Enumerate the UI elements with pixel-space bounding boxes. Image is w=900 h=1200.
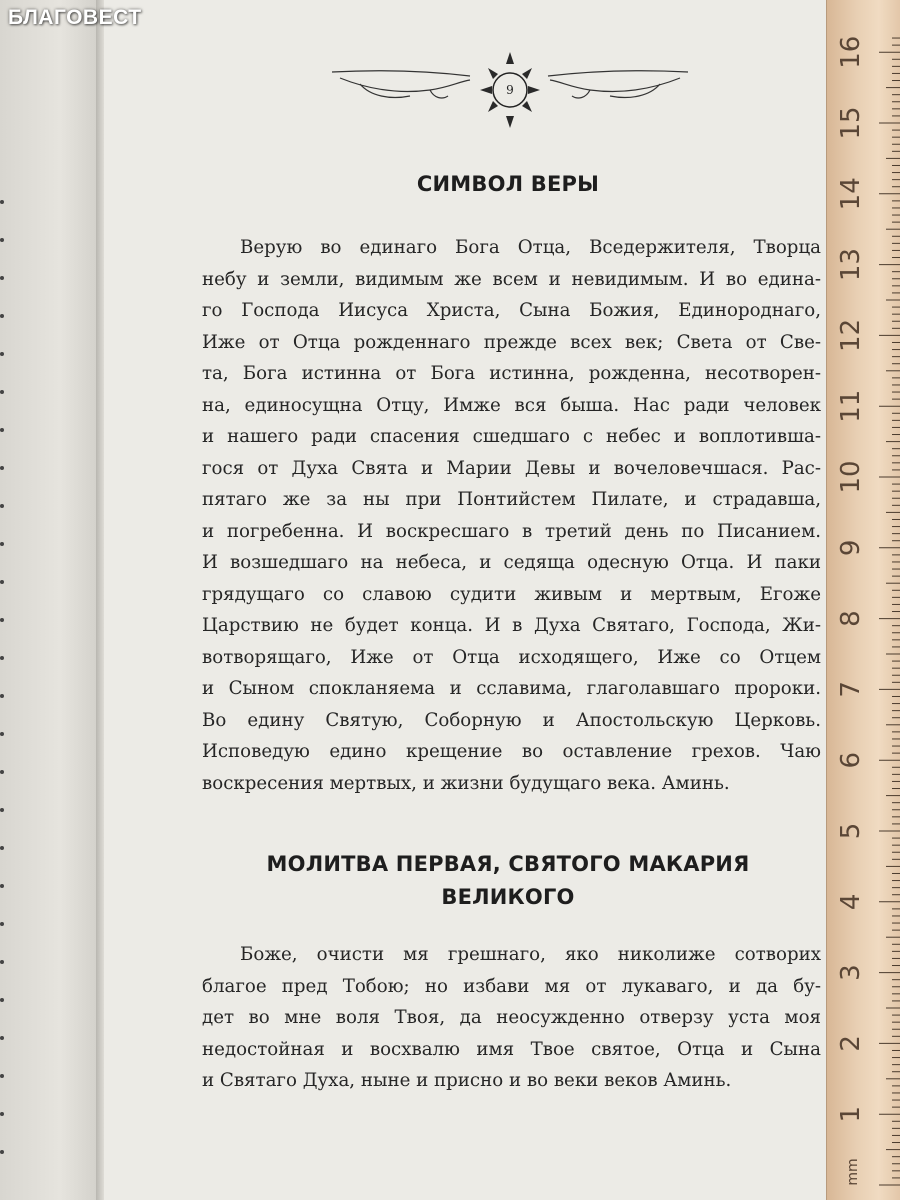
facing-page <box>0 0 100 1200</box>
ruler-number: 10 <box>836 460 866 494</box>
text-line: недостойная и восхвалю имя Твое святое, Отца и Сына <box>202 1038 821 1060</box>
text-line: на, единосущна Отцу, Имже вся быша. Нас ради человек <box>202 394 821 416</box>
text-line: Иже от Отца рожденнаго прежде всех век; Света от Све- <box>202 331 821 353</box>
creed-text <box>202 232 821 799</box>
store-watermark: БЛАГОВЕСТ <box>8 6 142 29</box>
ruler-number: 6 <box>836 751 866 769</box>
text-line: небу и земли, видимым же всем и невидимым. И во едина- <box>202 268 821 290</box>
ruler-number: 9 <box>836 539 866 557</box>
text-line: благое пред Тобою; но избави мя от лукаваго, и да бу- <box>202 975 821 997</box>
text-line: Царствию не будет конца. И в Духа Святаго, Господа, Жи- <box>202 615 821 636</box>
section-title-prayer <box>220 848 796 914</box>
text-line: И возшедшаго на небеса, и седяща одесную Отца. И паки <box>202 552 821 573</box>
text-line: Верую во единаго Бога Отца, Вседержителя, Творца <box>240 237 821 258</box>
ruler-number: 14 <box>836 177 866 211</box>
ruler-number: 15 <box>836 106 866 140</box>
ruler-number: 16 <box>836 35 866 69</box>
measuring-ruler <box>826 0 900 1200</box>
text-line: вотворящаго, Иже от Отца исходящего, Иже со Отцем <box>202 646 821 668</box>
ruler-number: 4 <box>836 893 866 911</box>
section-title-line: МОЛИТВА ПЕРВАЯ, СВЯТОГО МАКАРИЯ <box>266 852 750 876</box>
page-number: 9 <box>506 83 514 97</box>
ruler-unit-label: mm <box>845 1158 861 1186</box>
ruler-number: 7 <box>836 681 866 698</box>
text-line: грядущаго со славою судити живым и мертвым, Егоже <box>202 583 821 605</box>
text-line: и Святаго Духа, ныне и присно и во веки веков Аминь. <box>202 1070 732 1091</box>
text-line: дет во мне воля Твоя, да неосужденно отверзу уста моя <box>202 1007 821 1028</box>
text-line: та, Бога истинна от Бога истинна, рожденна, несотворен- <box>202 363 821 384</box>
ruler-number: 11 <box>836 389 866 423</box>
section-title-line: ВЕЛИКОГО <box>441 885 575 909</box>
text-line: и Сыном спокланяема и сславима, глаголавшаго пророки. <box>202 678 821 699</box>
ruler-number: 1 <box>836 1105 866 1123</box>
ruler-number: 13 <box>836 248 866 282</box>
text-line: Во едину Святую, Соборную и Апостольскую Церковь. <box>202 709 821 731</box>
ruler-number: 2 <box>836 1035 866 1052</box>
text-line: и нашего ради спасения сшедшаго с небес и воплотивша- <box>202 426 821 447</box>
text-line: воскресения мертвых, и жизни будущаго века. Аминь. <box>202 772 730 794</box>
text-line: гося от Духа Свята и Марии Девы и вочеловечшася. Рас- <box>202 457 821 479</box>
text-line: го Господа Иисуса Христа, Сына Божия, Единороднаго, <box>202 300 821 321</box>
text-line: Исповедую едино крещение во оставление грехов. Чаю <box>202 741 821 762</box>
section-title-creed: СИМВОЛ ВЕРЫ <box>416 172 600 196</box>
text-line: Боже, очисти мя грешнаго, яко николиже сотворих <box>240 944 821 965</box>
ruler-number: 3 <box>836 964 866 981</box>
facing-page-edge-text <box>0 200 6 1200</box>
text-line: и погребенна. И воскресшаго в третий день по Писанием. <box>202 520 821 542</box>
ruler-number: 12 <box>836 318 866 352</box>
ruler-number: 8 <box>836 610 866 627</box>
text-line: пятаго же за ны при Понтийстем Пилате, и страдавша, <box>202 489 821 510</box>
prayer-text <box>202 939 821 1097</box>
ruler-number: 5 <box>836 822 866 840</box>
